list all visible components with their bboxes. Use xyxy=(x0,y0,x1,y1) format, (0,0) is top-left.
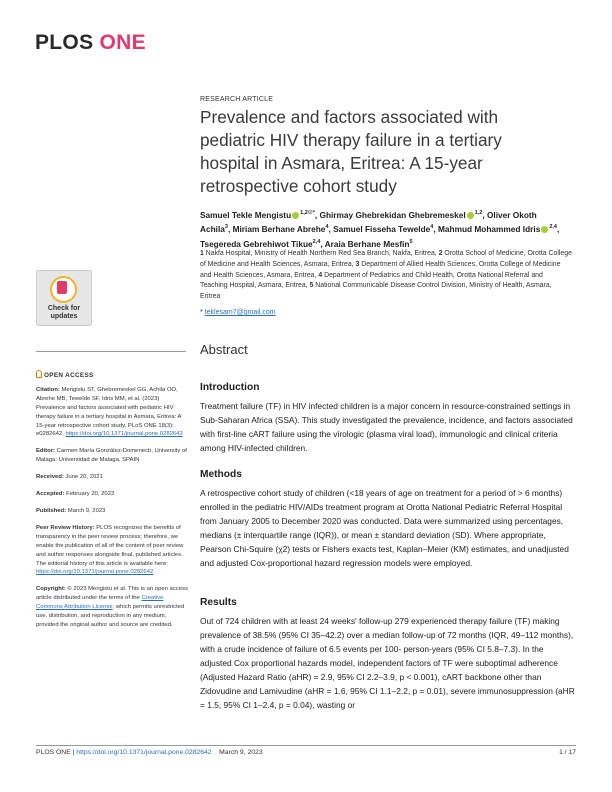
copyright: Copyright: © 2023 Mengistu et al. This is an open access article distributed under the terms of the Creative Commons Attribution License, which permits unrestricted use, distribution, and reproduction in any medium, provided the original author and source are credited. xyxy=(36,586,188,628)
affiliation-text: Orotta School of Medicine, Orotta College of Medicine and Health Sciences, Asmara, Eritrea, xyxy=(200,250,572,268)
corresponding-email: * teklesam7@gmail.com xyxy=(200,309,276,316)
license-link[interactable]: Creative Commons Attribution License xyxy=(36,595,164,611)
peer-review-history: Peer Review History: PLOS recognizes the benefits of transparency in the peer review process; therefore, we enable the publication of all of the content of peer review and author responses alongside final, published articles. The editorial history of this article is available here: https://doi.org/10.1371/journal.pone.0282642 xyxy=(36,524,184,576)
orcid-icon[interactable] xyxy=(467,212,474,219)
author-name: Samuel Fisseha Tewelde xyxy=(333,224,431,235)
section-heading: Introduction xyxy=(200,382,260,393)
accepted-date: Accepted: February 20, 2023 xyxy=(36,491,115,498)
footer: PLOS ONE | https://doi.org/10.1371/journal.pone.0282642 March 9, 2023 xyxy=(36,749,263,756)
article-title: Prevalence and factors associated with pediatric HIV therapy failure in a tertiary hospital in Asmara, Eritrea: A 15-year retrospective cohort study xyxy=(200,107,502,196)
author-name: Mahmud Mohammed Idris xyxy=(437,224,541,235)
editor: Editor: Carmen María González-Domenech, University of Malaga: Universidad de Malaga, SPAIN xyxy=(36,448,187,464)
orcid-icon[interactable] xyxy=(541,226,548,233)
open-access-label: OPEN ACCESS xyxy=(36,370,188,381)
footer-doi-link[interactable]: https://doi.org/10.1371/journal.pone.0282642 xyxy=(76,749,212,756)
section-text: A retrospective cohort study of children (<18 years of age on treatment for a period of > 6 months) enrolled in the pediatric HIV/AIDs treatment program at Orotta National Pediatric Referral Hospital from January 2005 to December 2020 was conducted. Data were summarized using percentages, medians (± interquartile range (IQR)), or mean ± standard deviation (SD). Where appropriate, Pearson Chi-Squire (χ2) tests or Fishers exacts test, Kaplan–Meier (KM) estimates, and unadjusted and adjusted Cox-proportional hazard regression models were employed. xyxy=(200,488,569,568)
check-updates-icon xyxy=(50,276,77,303)
citation-doi-link[interactable]: https://doi.org/10.1371/journal.pone.0282642 xyxy=(65,431,183,438)
published-date: Published: March 9, 2023 xyxy=(36,507,106,514)
section-introduction xyxy=(200,382,575,455)
article-type: RESEARCH ARTICLE xyxy=(200,96,274,103)
affiliation-text: Department of Pediatrics and Child Health, Orotta National Referral and Teaching Hospital, Asmara, Eritrea, xyxy=(200,271,543,290)
author-name: Samuel Tekle Mengistu xyxy=(200,209,292,220)
affiliation-text: Nakfa Hospital, Ministry of Health Northern Red Sea Branch, Nakfa, Eritrea, xyxy=(203,250,439,257)
footer-divider xyxy=(36,745,576,746)
page-number: 1 / 17 xyxy=(558,749,576,756)
section-text: Out of 724 children with at least 24 weeks' follow-up 279 experienced therapy failure (TF) making prevalence of 38.5% (95% CI 35–42.2) over a median follow-up of 72 months (IQR, 49–112 months), with a crude incidence of failure of 6.5 events per 100- person-years (95% CI 5.8–7.3). In the adjusted Cox proportional hazards model, independent factors of TF were suboptimal adherence (Adjusted Hazard Ratio (aHR) = 2.9, 95% CI 2.2–3.9, p < 0.001), cART backbone other than Zidovudine and Lamivudine (aHR = 1.6, 95% CI 1.1–2.2, p = 0.01), severe immunosuppression (aHR = 1.5, 95% CI 1–2.4, p = 0.04), wasting or xyxy=(200,616,575,710)
affiliations: 1 Nakfa Hospital, Ministry of Health Northern Red Sea Branch, Nakfa, Eritrea, 2 Orotta School of Medicine, Orotta College of Medicine and Health Sciences, Asmara, Eritrea, 3 Department of Allied Health Sciences, Orotta College of Medicine and Health Sciences, Asmara, Eritrea, 4 Department of Pediatrics and Child Health, Orotta National Referral and Teaching Hospital, Asmara, Eritrea, 5 National Communicable Disease Control Division, Ministry of Health, Asmara, Eritrea xyxy=(200,250,572,301)
check-for-updates-button[interactable]: Check for updates xyxy=(36,270,92,326)
received-date: Received: June 20, 2021 xyxy=(36,474,103,481)
citation: Citation: Mengistu ST, Ghebremeskel GG, Achila OO, Abrehe MB, Tewelde SF, Idris MM, et al. (2023) Prevalence and factors associated with pediatric HIV therapy failure in a tertiary hospital in Asmara, Eritrea: A 15-year retrospective cohort study. PLoS ONE 18(3): e0282642. https://doi.org/10.1371/journal.pone.0282642 xyxy=(36,386,183,438)
email-link[interactable]: teklesam7@gmail.com xyxy=(204,309,276,316)
author-name: Ghirmay Ghebrekidan Ghebremeskel xyxy=(319,209,466,220)
article-info-sidebar xyxy=(36,370,188,638)
lock-icon xyxy=(36,370,42,378)
section-text: Treatment failure (TF) in HIV infected children is a major concern in resource-constrained settings in Sub-Saharan Africa (SSA). This study investigated the prevalence, incidence, and factors associated with first-line cART failure using the virologic (plasma viral load), immunologic and clinical criteria among HIV-infected children. xyxy=(200,401,573,453)
affiliation-text: Department of Allied Health Sciences, Orotta College of Medicine and Health Sciences, Asmara, Eritrea, xyxy=(200,260,561,279)
author-name: Tsegereda Gebrehiwot Tikue xyxy=(200,238,313,249)
section-results xyxy=(200,597,575,712)
author-name: Oliver Okoth Achila xyxy=(200,209,537,235)
sidebar-divider xyxy=(36,351,186,352)
section-heading: Results xyxy=(200,597,237,608)
abstract-heading: Abstract xyxy=(200,342,248,357)
affiliation-text: National Communicable Disease Control Division, Ministry of Health, Asmara, Eritrea xyxy=(200,282,552,301)
peer-review-doi-link[interactable]: https://doi.org/10.1371/journal.pone.0282642 xyxy=(36,569,154,576)
section-heading: Methods xyxy=(200,469,242,480)
section-methods xyxy=(200,469,575,570)
journal-logo: PLOS ONE xyxy=(35,31,146,54)
orcid-icon[interactable] xyxy=(292,212,299,219)
author-name: Miriam Berhane Abrehe xyxy=(232,224,326,235)
author-list: Samuel Tekle Mengistu $^{1,2☉*}$, Ghirmay Ghebrekidan Ghebremeskel $^{1,2}$, Oliver Okoth Achila$^3$, Miriam Berhane Abrehe$^4$, Samuel Fisseha Tewelde$^4$, Mahmud Mohammed Idris $^{2,4}$, Tsegereda Gebrehiwot Tikue$^{2,4}$, Araia Berhane Mesfin$^5$ xyxy=(200,209,560,249)
author-name: Araia Berhane Mesfin xyxy=(324,238,410,249)
